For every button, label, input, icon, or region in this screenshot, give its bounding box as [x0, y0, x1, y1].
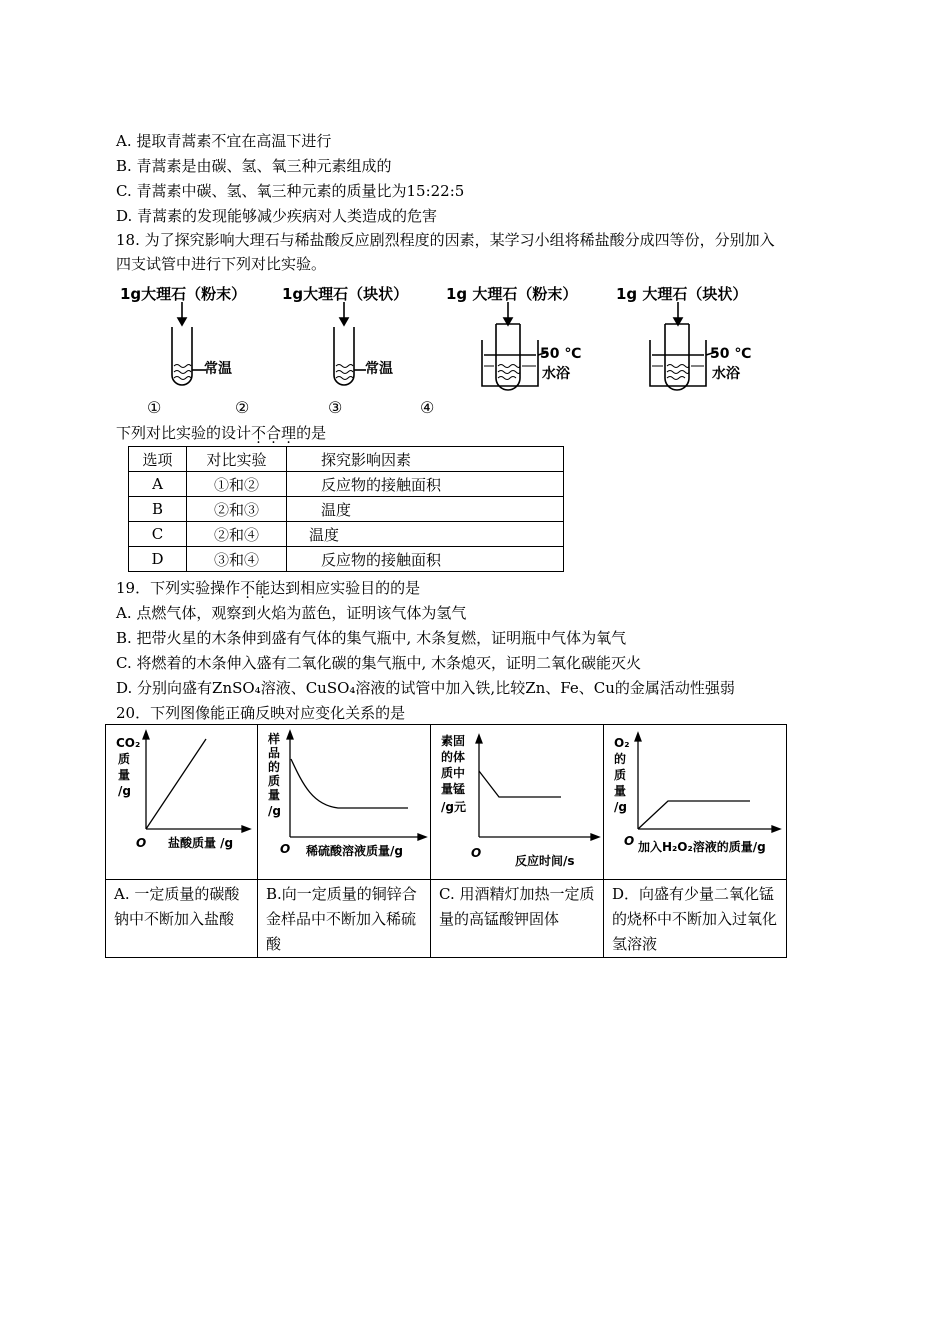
graph-b-ylabel-0: 样	[268, 732, 281, 746]
fig4-number: ④	[420, 398, 435, 417]
cell-option: A	[129, 472, 187, 497]
graph-b-origin: O	[280, 842, 291, 856]
fig3-condition-bath: 水浴	[542, 366, 570, 382]
cell-option: C	[129, 522, 187, 547]
emphasis-char: 合	[266, 424, 282, 442]
graph-b-ylabel-1: 品	[268, 746, 281, 760]
cell-experiment: ③和④	[187, 547, 287, 572]
graph-a-ylabel-3: /g	[118, 784, 131, 798]
q19-option-c: C. 将燃着的木条伸入盛有二氧化碳的集气瓶中, 木条熄灭，证明二氧化碳能灭火	[116, 654, 642, 672]
fig2-label: 1g大理石（块状）	[282, 285, 409, 303]
graph-a	[106, 725, 257, 875]
graph-row	[106, 725, 787, 880]
table-row	[129, 547, 564, 572]
header-option: 选项	[129, 447, 187, 472]
table-row	[129, 522, 564, 547]
q19-option-a: A. 点燃气体，观察到火焰为蓝色，证明该气体为氢气	[116, 604, 467, 622]
cell-option: B	[129, 497, 187, 522]
fig1-label: 1g大理石（粉末）	[120, 285, 247, 303]
q18-question: 下列对比实验的设计不合理的是	[116, 424, 327, 442]
header-experiment: 对比实验	[187, 447, 287, 472]
graph-b-ylabel-3: 质	[268, 774, 281, 788]
cell-factor: 温度	[287, 497, 564, 522]
graph-d-xlabel: 加入H₂O₂溶液的质量/g	[638, 840, 766, 854]
caption-b: B.向一定质量的铜锌合金样品中不断加入稀硫酸	[258, 880, 431, 958]
fig2-number: ②	[235, 398, 250, 417]
graph-a-origin: O	[136, 836, 147, 850]
fig1-condition: 常温	[204, 361, 232, 377]
header-factor: 探究影响因素	[287, 447, 564, 472]
table-row	[129, 472, 564, 497]
graph-d-origin: O	[624, 834, 635, 848]
graph-b-ylabel-2: 的	[268, 760, 281, 774]
caption-row	[106, 880, 787, 958]
graph-c-ylabel-3: 量锰	[441, 782, 466, 796]
fig4-condition-temp: 50 ℃	[710, 346, 752, 362]
q18-stem-line2: 四支试管中进行下列对比实验。	[116, 255, 327, 273]
graph-a-xlabel: 盐酸质量 /g	[168, 836, 234, 850]
q20-stem: 20．下列图像能正确反映对应变化关系的是	[116, 704, 406, 722]
graph-c-ylabel-4: /g元	[441, 800, 466, 814]
graph-b	[258, 725, 430, 875]
graph-b-xlabel: 稀硫酸溶液质量/g	[306, 844, 403, 858]
emphasis-char: 不	[240, 579, 256, 597]
cell-experiment: ②和④	[187, 522, 287, 547]
cell-factor: 反应物的接触面积	[287, 472, 564, 497]
graph-b-cell	[258, 725, 431, 880]
q19-option-d: D. 分别向盛有ZnSO₄溶液、CuSO₄溶液的试管中加入铁,比较Zn、Fe、Cu的金属活动性强弱	[116, 679, 735, 697]
q17-option-c: C. 青蒿素中碳、氢、氧三种元素的质量比为15:22:5	[116, 182, 465, 200]
graph-d-ylabel-3: 量	[614, 784, 627, 798]
graph-c-origin: O	[471, 846, 482, 860]
q17-option-b: B. 青蒿素是由碳、氢、氧三种元素组成的	[116, 157, 392, 175]
q18-stem-line1: 18. 为了探究影响大理石与稀盐酸反应剧烈程度的因素，某学习小组将稀盐酸分成四等份，分别加入	[116, 231, 775, 249]
fig1-number: ①	[147, 398, 162, 417]
fig2-condition: 常温	[365, 361, 393, 377]
q18-options-table	[128, 446, 564, 572]
graph-c-xlabel: 反应时间/s	[515, 854, 575, 868]
caption-c: C. 用酒精灯加热一定质量的高锰酸钾固体	[431, 880, 604, 958]
fig3-number: ③	[328, 398, 343, 417]
cell-factor: 温度	[287, 522, 564, 547]
cell-factor: 反应物的接触面积	[287, 547, 564, 572]
graph-d-ylabel-2: 质	[614, 768, 627, 782]
graph-b-ylabel-4: 量	[268, 788, 281, 802]
table-row	[129, 497, 564, 522]
cell-option: D	[129, 547, 187, 572]
cell-experiment: ①和②	[187, 472, 287, 497]
fig3-condition-temp: 50 ℃	[540, 346, 582, 362]
q17-option-a: A. 提取青蒿素不宜在高温下进行	[116, 132, 332, 150]
graph-d-ylabel-0: O₂	[614, 736, 630, 750]
graph-a-ylabel-2: 量	[118, 768, 131, 782]
graph-c-ylabel-1: 的体	[441, 750, 466, 764]
graph-a-ylabel-0: CO₂	[116, 736, 141, 750]
q19-option-b: B. 把带火星的木条伸到盛有气体的集气瓶中, 木条复燃，证明瓶中气体为氧气	[116, 629, 627, 647]
graph-b-ylabel-5: /g	[268, 804, 281, 818]
fig3-label: 1g 大理石（粉末）	[446, 285, 578, 303]
graph-c	[431, 725, 603, 875]
emphasis-char: 理	[281, 424, 297, 442]
emphasis-char: 不	[251, 424, 267, 442]
caption-a: A. 一定质量的碳酸钠中不断加入盐酸	[106, 880, 258, 958]
q20-graph-table	[105, 724, 787, 958]
q19-stem: 19．下列实验操作不能达到相应实验目的的是	[116, 579, 421, 597]
graph-c-ylabel-2: 质中	[441, 766, 466, 780]
emphasis-char: 能	[255, 579, 271, 597]
graph-d	[604, 725, 786, 875]
caption-d: D．向盛有少量二氧化锰的烧杯中不断加入过氧化氢溶液	[604, 880, 787, 958]
graph-c-cell	[431, 725, 604, 880]
fig4-label: 1g 大理石（块状）	[616, 285, 748, 303]
graph-a-cell	[106, 725, 258, 880]
graph-d-cell	[604, 725, 787, 880]
graph-c-ylabel-0: 素固	[441, 734, 466, 748]
q17-option-d: D. 青蒿素的发现能够减少疾病对人类造成的危害	[116, 207, 438, 225]
graph-d-ylabel-4: /g	[614, 800, 627, 814]
table-header-row	[129, 447, 564, 472]
fig4-condition-bath: 水浴	[712, 366, 740, 382]
graph-d-ylabel-1: 的	[614, 752, 627, 766]
graph-a-ylabel-1: 质	[118, 752, 131, 766]
cell-experiment: ②和③	[187, 497, 287, 522]
